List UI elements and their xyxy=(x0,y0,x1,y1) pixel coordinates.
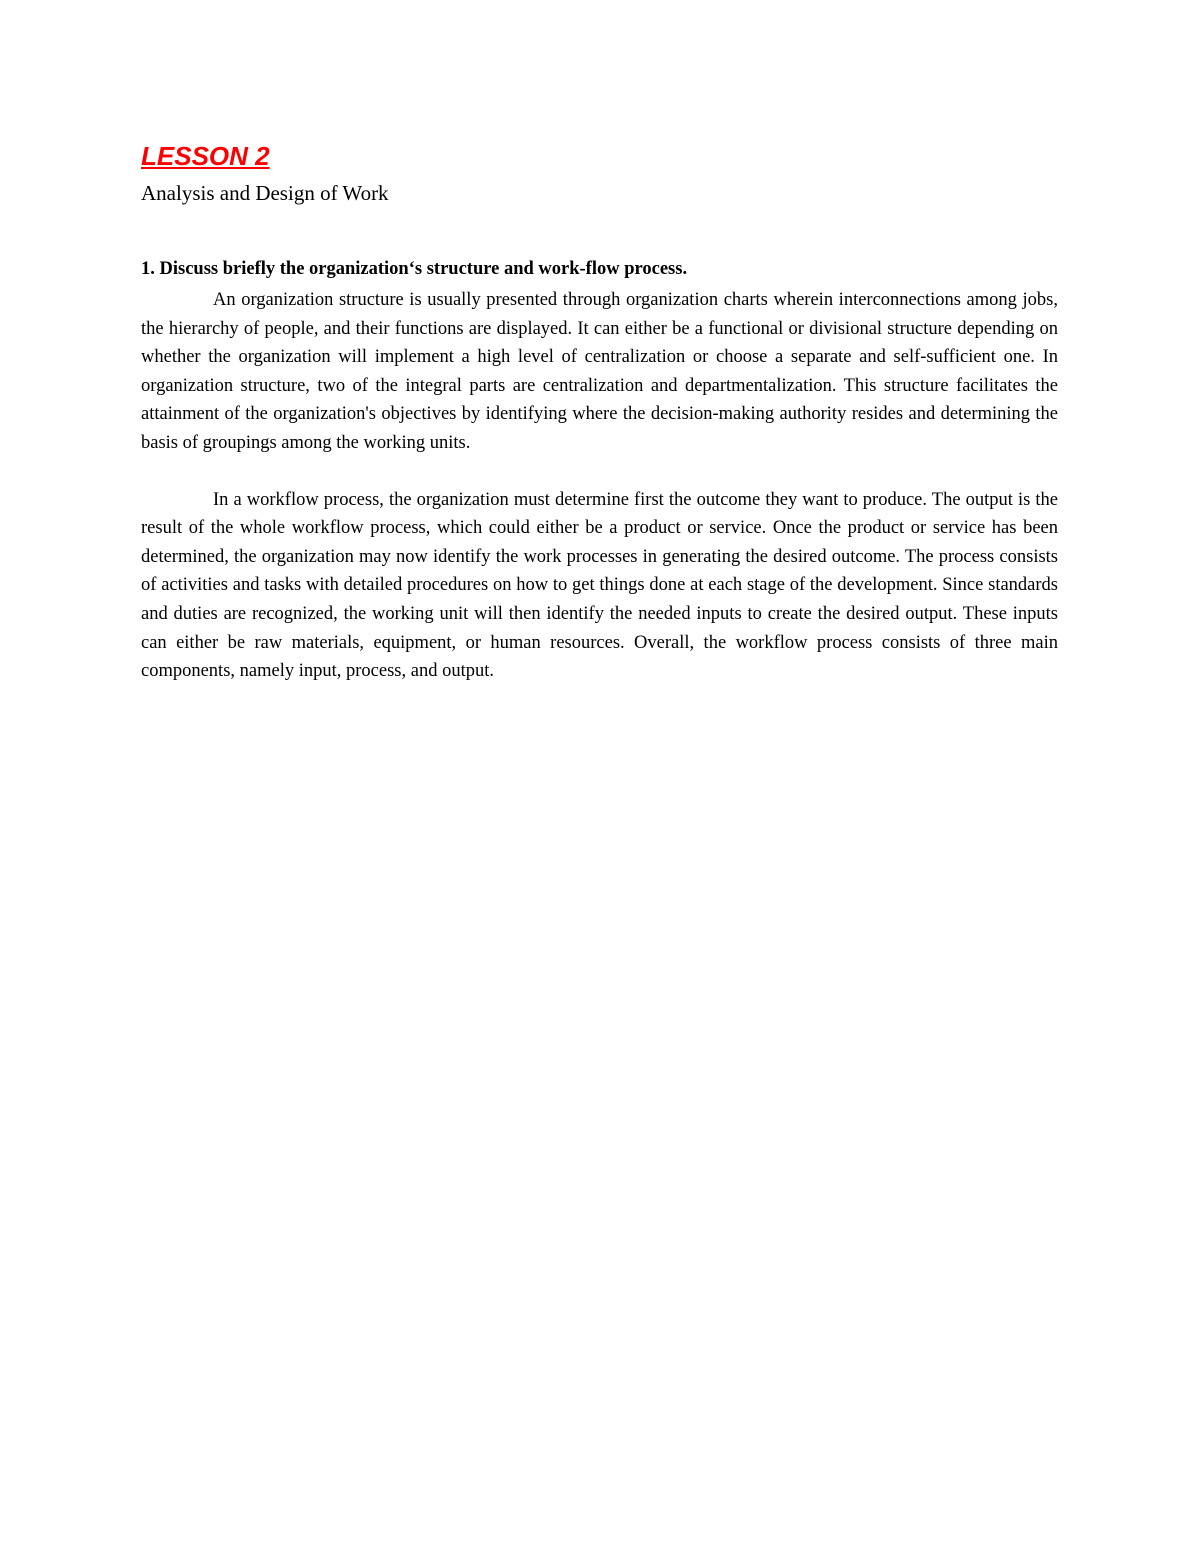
document-content xyxy=(141,138,1058,686)
lesson-title: LESSON 2 xyxy=(141,141,270,171)
lesson-subtitle: Analysis and Design of Work xyxy=(141,181,389,205)
paragraph-organization-structure: An organization structure is usually presented through organization charts wherein interconnections among jobs, the hierarchy of people, and their functions are displayed. It can either be a functional or divisional structure depending on whether the organization will implement a high level of centralization or choose a separate and self-sufficient one. In organization structure, two of the integral parts are centralization and departmentalization. This structure facilitates the attainment of the organization's objectives by identifying where the decision-making authority resides and determining the basis of groupings among the working units. xyxy=(141,290,1058,453)
question-heading: 1. Discuss briefly the organization‘s structure and work-flow process. xyxy=(141,259,688,279)
paragraph-workflow-process: In a workflow process, the organization must determine first the outcome they want to produce. The output is the result of the whole workflow process, which could either be a product or service. Once the product or service has been determined, the organization may now identify the work processes in generating the desired outcome. The process consists of activities and tasks with detailed procedures on how to get things done at each stage of the development. Since standards and duties are recognized, the working unit will then identify the needed inputs to create the desired output. These inputs can either be raw materials, equipment, or human resources. Overall, the workflow process consists of three main components, namely input, process, and output. xyxy=(141,489,1058,682)
